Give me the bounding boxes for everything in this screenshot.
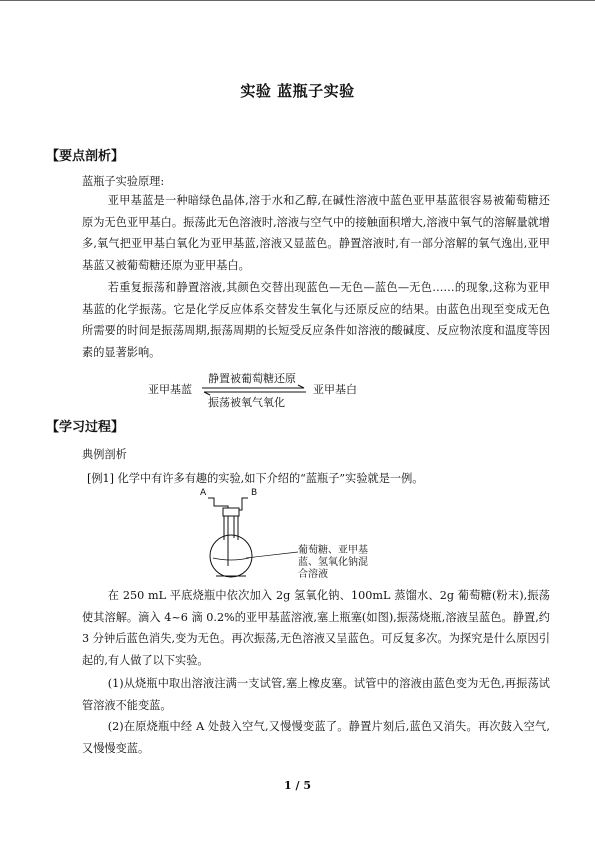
figure-label-b: B bbox=[251, 488, 258, 498]
principle-label: 蓝瓶子实验原理: bbox=[82, 175, 165, 188]
reaction-condition-below: 振荡被氧气氧化 bbox=[208, 396, 285, 409]
figure-note: 葡萄糖、亚甲基蓝、氢氧化钠混合溶液 bbox=[298, 545, 368, 580]
example-label: 典例剖析 bbox=[82, 448, 127, 461]
page-number: 1 / 5 bbox=[284, 779, 311, 792]
reaction-right: 亚甲基白 bbox=[313, 383, 357, 396]
procedure-paragraph: 在 250 mL 平底烧瓶中依次加入 2g 氢氧化钠、100mL 蒸馏水、2g 葡萄糖(粉末),振荡使其溶解。滴入 4~6 滴 0.2%的亚甲基蓝溶液,塞上瓶塞(如图),振荡烧瓶,溶液呈蓝色。静置,约 3 分钟后蓝色消失,变为无色。再次振荡,无色溶液又呈蓝色。可反复多次。为探究是什么原因引起的,有人做了以下实验。 bbox=[82, 589, 550, 668]
experiment-step-2: (2)在原烧瓶中经 A 处鼓入空气,又慢慢变蓝了。静置片刻后,蓝色又消失。再次鼓入空气,又慢慢变蓝。 bbox=[82, 720, 550, 755]
header-rule bbox=[0, 0, 595, 1]
page-title: 实验 蓝瓶子实验 bbox=[240, 82, 355, 100]
figure-label-a: A bbox=[200, 488, 207, 498]
reaction-equation bbox=[148, 370, 368, 412]
reaction-left: 亚甲基蓝 bbox=[148, 383, 192, 396]
flask-drawing bbox=[200, 488, 300, 580]
experiment-step-1: (1)从烧瓶中取出溶液注满一支试管,塞上橡皮塞。试管中的溶液由蓝色变为无色,再振荡试管溶液不能变蓝。 bbox=[82, 677, 550, 712]
reaction-condition-above: 静置被葡萄糖还原 bbox=[208, 372, 296, 385]
principle-paragraph-1: 亚甲基蓝是一种暗绿色晶体,溶于水和乙醇,在碱性溶液中蓝色亚甲基蓝很容易被葡萄糖还原为无色亚甲基白。振荡此无色溶液时,溶液与空气中的接触面积增大,溶液中氧气的溶解量就增多,氧气把亚甲基白氧化为亚甲基蓝,溶液又显蓝色。静置溶液时,有一部分溶解的氧气逸出,亚甲基蓝又被葡萄糖还原为亚甲基白。 bbox=[82, 194, 550, 273]
section-heading-analysis: 【要点剖析】 bbox=[46, 149, 125, 164]
principle-paragraph-2: 若重复振荡和静置溶液,其颜色交替出现蓝色—无色—蓝色—无色……的现象,这称为亚甲基蓝的化学振荡。它是化学反应体系交替发生氧化与还原反应的结果。由蓝色出现至变成无色所需要的时间是振荡周期,振荡周期的长短受反应条件如溶液的酸碱度、反应物浓度和温度等因素的显著影响。 bbox=[82, 281, 550, 360]
section-heading-process: 【学习过程】 bbox=[46, 420, 125, 435]
flask-figure bbox=[200, 488, 380, 580]
example-intro: [例1] 化学中有许多有趣的实验,如下介绍的“蓝瓶子”实验就是一例。 bbox=[87, 472, 424, 485]
